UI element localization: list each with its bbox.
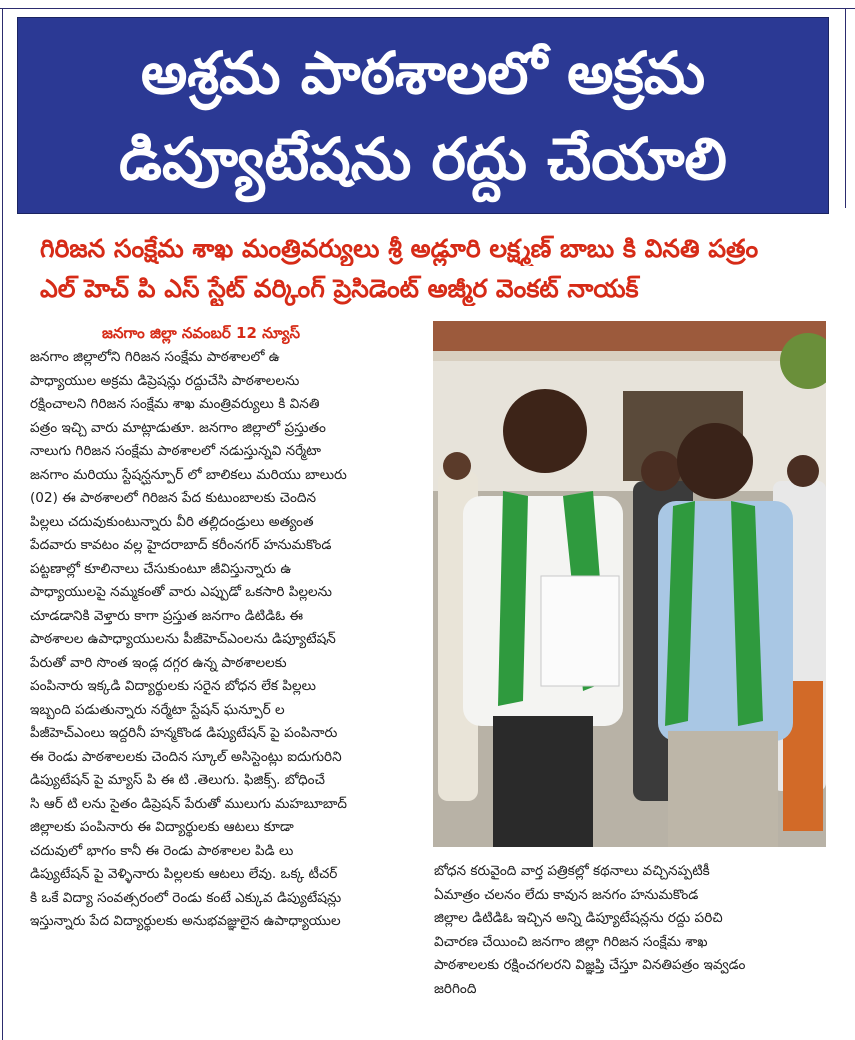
left-column-line: కి ఒకే విద్యా సంవత్సరంలో రెండు కంటే ఎక్కువ డిప్యుటేషన్లు — [30, 889, 342, 906]
subheading-1: గిరిజన సంక్షేమ శాఖ మంత్రివర్యులు శ్రీ అడ్లూరి లక్ష్మణ్ బాబు కి వినతి పత్రం — [40, 234, 759, 263]
article-right-column — [434, 860, 826, 1001]
headline-banner — [17, 17, 829, 214]
left-column-line: పేరుతో వారి సొంత ఇండ్ల దగ్గర ఉన్న పాఠశాలలకు — [30, 654, 287, 671]
right-column-line: పాఠశాలలకు రక్షించగలరని విజ్ఞప్తి చేస్తూ వినతిపత్రం ఇవ్వడం — [434, 957, 746, 973]
photo-head-bg-left — [443, 452, 471, 480]
photo-green-scarf-left-a — [498, 491, 528, 706]
left-column-line: పిల్లలు చదువుకుంటున్నారు వీరి తల్లిదండ్రులు అత్యంత — [30, 513, 314, 530]
left-column-line: పీజీహెచ్ఎంలు ఇద్దరినీ హన్మకొండ డిప్యుటేషన్ పై పంపినారు — [30, 725, 338, 741]
left-column-line: పాధ్యాయుల అక్రమ డిప్రెషన్లు రద్దుచేసి పాఠశాలలను — [30, 372, 300, 389]
article-left-column — [30, 346, 417, 934]
left-column-line: పట్టణాల్లో కూలినాలు చేసుకుంటూ జీవిస్తున్నారు ఉ — [30, 560, 292, 577]
subheading-2: ఎల్ హెచ్ పి ఎస్ స్టేట్ వర్కింగ్ ప్రెసిడెంట్ అజ్మీర వెంకట్ నాయక్ — [40, 274, 639, 303]
right-column-line: బోధన కరువైంది వార్త పత్రికల్లో కథనాలు వచ్చినప్పటికీ — [434, 863, 710, 879]
photo-head-bg-middle — [641, 451, 681, 491]
headline-line-1: అశ్రమ పాఠశాలలో అక్రమ — [140, 38, 706, 107]
photo-image — [433, 321, 826, 847]
page-frame-top — [0, 8, 855, 9]
left-column-line: డిప్యుటేషన్ పై వెళ్ళినారు పిల్లలకు ఆటలు లేవు. ఒక్క టీచర్ — [30, 866, 338, 882]
right-column-line: ఏమాత్రం చలనం లేదు కావున జనగం హనుమకొండ — [434, 886, 699, 903]
photo-person-right-head — [677, 423, 753, 499]
right-column-line: జరిగింది — [434, 980, 477, 997]
left-column-line: ఈ రెండు పాఠశాలలకు చెందిన స్కూల్ అసిస్టెంట్లు ఐదుగురిని — [30, 748, 342, 765]
left-column-line: పంపినారు ఇక్కడి విద్యార్థులకు సరైన బోధన లేక పిల్లలు — [30, 678, 316, 694]
left-column-line: సి ఆర్ టి లను సైతం డిప్రెషన్ పేరుతో ములుగు మహబూబాద్ — [30, 795, 347, 812]
photo-head-bg-right — [787, 455, 819, 487]
left-column-line: జిల్లాలకు పంపినారు ఈ విద్యార్థులకు ఆటలు కూడా — [30, 819, 294, 835]
left-column-line: రక్షించాలని గిరిజన సంక్షేమ శాఖ మంత్రివర్యులు కి వినతి — [30, 396, 320, 412]
left-column-line: పాధ్యాయులపై నమ్మకంతో వారు ఎప్పుడో ఒకసారి పిల్లలను — [30, 584, 332, 600]
left-column-line: (02) ఈ పాఠశాలలో గిరిజన పేద కుటుంబాలకు చెందిన — [30, 490, 317, 506]
left-column-line: జనగాం జిల్లాలోని గిరిజన సంక్షేమ పాఠశాలలో ఉ — [30, 349, 280, 365]
left-column-line: ఇబ్బంది పడుతున్నారు నర్మేటా స్టేషన్ ఘన్పూర్ ల — [30, 701, 285, 718]
page-frame-left — [2, 8, 3, 1040]
left-column-line: ఇస్తున్నారు పేద విద్యార్థులకు అనుభవజ్ఞులైన ఉపాధ్యాయుల — [30, 913, 341, 929]
left-column-line: పత్రం ఇచ్చి వారు మాట్లాడుతూ. జనగాం జిల్లాలో ప్రస్తుతం — [30, 419, 326, 436]
photo-eave — [433, 351, 826, 361]
photo-person-left-head — [503, 389, 587, 473]
dateline: జనగాం జిల్లా నవంబర్ 12 న్యూస్ — [102, 324, 301, 342]
photo-person-left-trousers — [493, 716, 593, 847]
photo-roof — [433, 321, 826, 351]
right-column-line: జిల్లాల డిటిడిఓ ఇచ్చిన అన్ని డిప్యూటేషన్లను రద్దు పరిచి — [434, 910, 723, 926]
photo-person-right-trousers — [668, 731, 778, 847]
left-column-line: పాఠశాలల ఉపాధ్యాయులను పీజీహెచ్ఎంలను డిప్యూటేషన్ — [30, 631, 336, 647]
left-column-line: జనగాం మరియు స్టేషన్ఘన్పూర్ లో బాలికలు మరియు బాలురు — [30, 466, 347, 483]
page-frame-right — [845, 8, 846, 208]
left-column-line: నాలుగు గిరిజన సంక్షేమ పాఠశాలలో నడుస్తున్నవి నర్మేటా — [30, 443, 322, 459]
right-column-line: విచారణ చేయించి జనగాం జిల్లా గిరిజన సంక్షేమ శాఖ — [434, 933, 708, 950]
left-column-line: చదువులో భాగం కానీ ఈ రెండు పాఠశాలల పిడి లు — [30, 842, 294, 859]
photo-memorandum-paper — [541, 576, 619, 686]
left-column-line: చూడడానికి వెళ్తారు కాగా ప్రస్తుత జనగాం డిటిడిఓ ఈ — [30, 607, 304, 624]
headline-line-2: డిప్యూటేషను రద్దు చేయాలి — [119, 124, 727, 193]
left-column-line: డిప్యుటేషన్ పై మ్యాస్ పి ఈ టి .తెలుగు. ఫిజిక్స్. బోధించే — [30, 772, 325, 788]
news-photo — [433, 321, 826, 847]
left-column-line: పేదవారు కావటం వల్ల హైదరాబాద్ కరీంనగర్ హనుమకొండ — [30, 537, 332, 553]
